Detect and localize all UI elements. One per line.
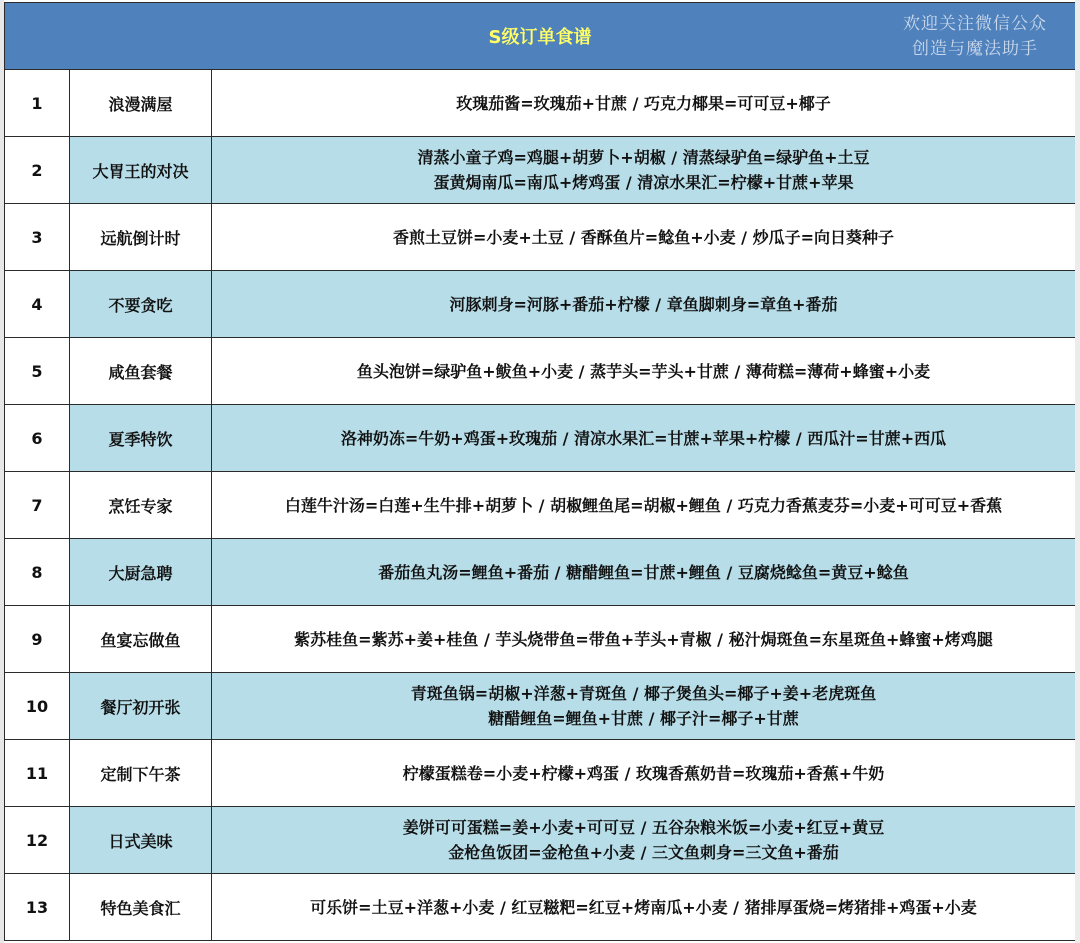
order-name-cell[interactable]: 远航倒计时: [70, 204, 212, 271]
row-number-cell[interactable]: 8: [5, 539, 70, 606]
row-number-cell[interactable]: 2: [5, 137, 70, 204]
recipe-cell[interactable]: [212, 874, 1076, 941]
recipe-line: 可乐饼=土豆+洋葱+小麦 / 红豆糍粑=红豆+烤南瓜+小麦 / 猪排厚蛋烧=烤猪排+鸡蛋+小麦: [310, 897, 977, 917]
recipe-cell[interactable]: [212, 271, 1076, 338]
recipe-line: 白莲牛汁汤=白莲+生牛排+胡萝卜 / 胡椒鲤鱼尾=胡椒+鲤鱼 / 巧克力香蕉麦芬=小麦+可可豆+香蕉: [284, 495, 1003, 515]
table-title: S级订单食谱: [488, 27, 592, 48]
recipe-cell[interactable]: [212, 539, 1076, 606]
order-name-cell[interactable]: 鱼宴忘做鱼: [70, 606, 212, 673]
recipe-line: 玫瑰茄酱=玫瑰茄+甘蔗 / 巧克力椰果=可可豆+椰子: [456, 93, 831, 113]
table-row: [5, 405, 1076, 472]
order-name-cell[interactable]: 特色美食汇: [70, 874, 212, 941]
table-row: [5, 740, 1076, 807]
row-number-cell[interactable]: 9: [5, 606, 70, 673]
recipe-table: [4, 2, 1076, 941]
row-number-cell[interactable]: 10: [5, 673, 70, 740]
order-name-cell[interactable]: 餐厅初开张: [70, 673, 212, 740]
recipe-cell[interactable]: [212, 606, 1076, 673]
recipe-line: 姜饼可可蛋糕=姜+小麦+可可豆 / 五谷杂粮米饭=小麦+红豆+黄豆: [402, 818, 885, 837]
order-name-cell[interactable]: 浪漫满屋: [70, 70, 212, 137]
recipe-line: 蛋黄焗南瓜=南瓜+烤鸡蛋 / 清凉水果汇=柠檬+甘蔗+苹果: [433, 173, 854, 192]
recipe-cell[interactable]: [212, 204, 1076, 271]
recipe-line: 洛神奶冻=牛奶+鸡蛋+玫瑰茄 / 清凉水果汇=甘蔗+苹果+柠檬 / 西瓜汁=甘蔗+西瓜: [340, 428, 947, 448]
recipe-cell[interactable]: [212, 70, 1076, 137]
recipe-cell[interactable]: [212, 807, 1076, 874]
watermark-line: 欢迎关注微信公众: [903, 14, 1047, 34]
table-row: [5, 807, 1076, 874]
row-number-cell[interactable]: 4: [5, 271, 70, 338]
order-name-cell[interactable]: 咸鱼套餐: [70, 338, 212, 405]
table-row: [5, 673, 1076, 740]
recipe-line: 金枪鱼饭团=金枪鱼+小麦 / 三文鱼刺身=三文鱼+番茄: [448, 843, 839, 862]
row-number-cell[interactable]: 12: [5, 807, 70, 874]
recipe-cell[interactable]: [212, 740, 1076, 807]
order-name-cell[interactable]: 烹饪专家: [70, 472, 212, 539]
row-number-cell[interactable]: 11: [5, 740, 70, 807]
table-title-cell[interactable]: [5, 3, 1076, 70]
recipe-line: 糖醋鲤鱼=鲤鱼+甘蔗 / 椰子汁=椰子+甘蔗: [488, 709, 799, 728]
recipe-cell[interactable]: [212, 338, 1076, 405]
table-row: [5, 472, 1076, 539]
table-row: [5, 137, 1076, 204]
table-row: [5, 271, 1076, 338]
recipe-line: 河豚刺身=河豚+番茄+柠檬 / 章鱼脚刺身=章鱼+番茄: [449, 294, 838, 314]
row-number-cell[interactable]: 6: [5, 405, 70, 472]
order-name-cell[interactable]: 大胃王的对决: [70, 137, 212, 204]
recipe-line: 清蒸小童子鸡=鸡腿+胡萝卜+胡椒 / 清蒸绿驴鱼=绿驴鱼+土豆: [417, 148, 870, 167]
order-name-cell[interactable]: 夏季特饮: [70, 405, 212, 472]
order-name-cell[interactable]: 不要贪吃: [70, 271, 212, 338]
table-row: [5, 606, 1076, 673]
table-header-row: [5, 3, 1076, 70]
recipe-line: 柠檬蛋糕卷=小麦+柠檬+鸡蛋 / 玫瑰香蕉奶昔=玫瑰茄+香蕉+牛奶: [402, 763, 885, 783]
recipe-cell[interactable]: [212, 405, 1076, 472]
order-name-cell[interactable]: 定制下午茶: [70, 740, 212, 807]
recipe-line: 番茄鱼丸汤=鲤鱼+番茄 / 糖醋鲤鱼=甘蔗+鲤鱼 / 豆腐烧鲶鱼=黄豆+鲶鱼: [378, 562, 909, 582]
table-row: [5, 204, 1076, 271]
recipe-line: 紫苏桂鱼=紫苏+姜+桂鱼 / 芋头烧带鱼=带鱼+芋头+青椒 / 秘汁焗斑鱼=东星斑鱼+蜂蜜+烤鸡腿: [294, 629, 993, 649]
row-number-cell[interactable]: 5: [5, 338, 70, 405]
recipe-line: 青斑鱼锅=胡椒+洋葱+青斑鱼 / 椰子煲鱼头=椰子+姜+老虎斑鱼: [410, 684, 877, 703]
recipe-line: 鱼头泡饼=绿驴鱼+鲅鱼+小麦 / 蒸芋头=芋头+甘蔗 / 薄荷糕=薄荷+蜂蜜+小麦: [356, 361, 931, 381]
sheet-right-edge: [1075, 0, 1080, 943]
recipe-cell[interactable]: [212, 137, 1076, 204]
recipe-line: 香煎土豆饼=小麦+土豆 / 香酥鱼片=鲶鱼+小麦 / 炒瓜子=向日葵种子: [392, 227, 894, 247]
row-number-cell[interactable]: 7: [5, 472, 70, 539]
order-name-cell[interactable]: 日式美味: [70, 807, 212, 874]
watermark: [903, 12, 1047, 62]
table-row: [5, 70, 1076, 137]
row-number-cell[interactable]: 1: [5, 70, 70, 137]
table-row: [5, 338, 1076, 405]
recipe-cell[interactable]: [212, 472, 1076, 539]
recipe-cell[interactable]: [212, 673, 1076, 740]
watermark-line: 创造与魔法助手: [912, 39, 1038, 59]
row-number-cell[interactable]: 3: [5, 204, 70, 271]
table-row: [5, 874, 1076, 941]
row-number-cell[interactable]: 13: [5, 874, 70, 941]
order-name-cell[interactable]: 大厨急聘: [70, 539, 212, 606]
table-row: [5, 539, 1076, 606]
